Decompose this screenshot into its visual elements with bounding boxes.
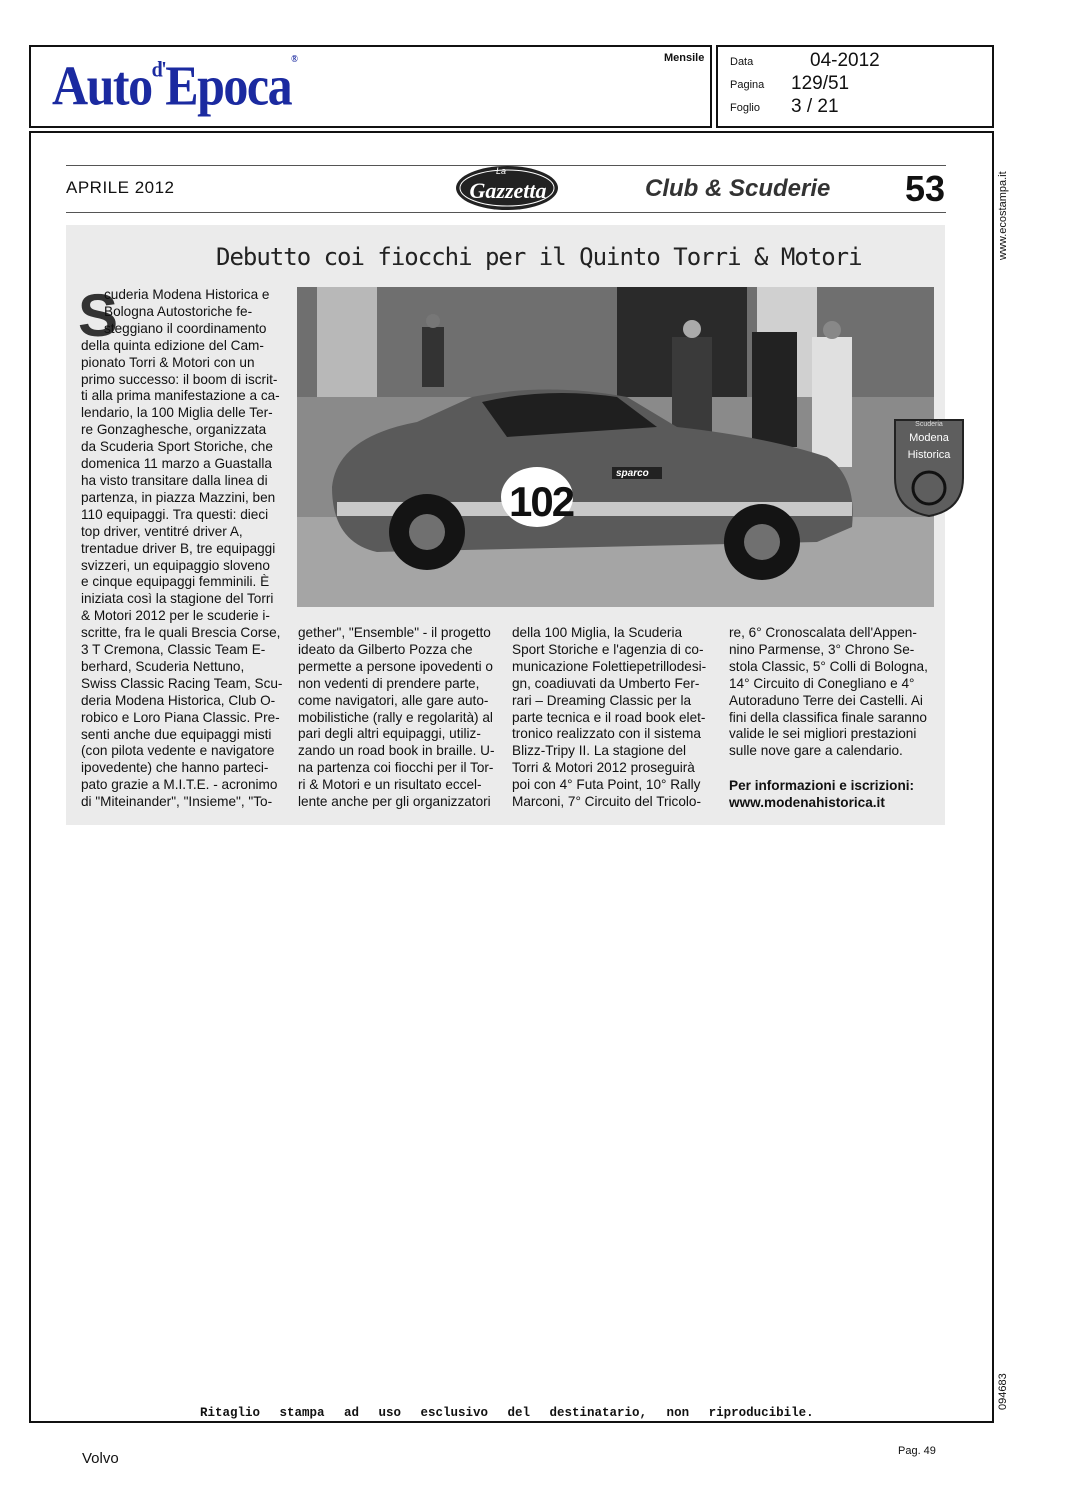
article-line: cuderia Modena Historica e	[104, 287, 270, 302]
article-line: permette a persone ipovedenti o	[298, 658, 493, 674]
article-column-2	[298, 625, 503, 811]
clipping-code: 094683	[997, 1373, 1009, 1410]
article-line: gn, coadiuvati da Umberto Fer-	[512, 675, 700, 691]
page-number: 53	[905, 168, 946, 209]
article-line: ti alla prima manifestazione a ca-	[81, 388, 280, 404]
article-column-4	[729, 625, 934, 812]
article-photo	[297, 287, 934, 607]
article-line: robico e Loro Piana Classic. Pre-	[81, 709, 280, 725]
article-line: primo successo: il boom di iscrit-	[81, 371, 278, 387]
sponsor-sticker: sparco	[616, 468, 649, 479]
article-line: gether", "Ensemble" - il progetto	[298, 625, 491, 640]
info-url: www.modenahistorica.it	[729, 795, 885, 811]
client-name: Volvo	[82, 1450, 119, 1467]
article-line: pionato Torri & Motori con un	[81, 354, 255, 370]
article-line: della 100 Miglia, la Scuderia	[512, 625, 683, 640]
article-line: svizzeri, un equipaggio sloveno	[81, 557, 270, 573]
article-line: trentadue driver B, tre equipaggi	[81, 540, 276, 556]
logo-rest: Epoca	[165, 54, 292, 117]
article-line: top driver, ventitré driver A,	[81, 523, 243, 539]
article-line: poi con 4° Futa Point, 10° Rally	[512, 777, 701, 793]
article-line: ri & Motori e un risultato eccel-	[298, 777, 482, 793]
article-line: e cinque equipaggi femminili. È	[81, 574, 270, 590]
article-line: municazione Folettiepetrillodesi-	[512, 658, 707, 674]
article-line: stola Classic, 5° Colli di Bologna,	[729, 658, 928, 674]
logo-reg: ®	[291, 53, 297, 65]
article-line: zando un road book in braille. U-	[298, 743, 495, 759]
article-line: iniziata così la stagione del Torri	[81, 591, 274, 607]
article-line: nino Parmense, 3° Chrono Se-	[729, 641, 915, 657]
meta-value-sheet: 3 / 21	[791, 96, 839, 117]
publication-logo	[52, 53, 296, 118]
article-line: non vedenti di prendere parte,	[298, 675, 480, 691]
article-line: 110 equipaggi. Tra questi: dieci	[81, 506, 269, 522]
article-column-1	[81, 287, 286, 811]
article-line: lente anche per gli organizzatori	[298, 794, 491, 810]
article-line: (con pilota vedente e navigatore	[81, 743, 275, 759]
meta-label-sheet: Foglio	[730, 102, 760, 114]
article-line: 3 T Cremona, Classic Team E-	[81, 642, 266, 658]
article-line: deria Modena Historica, Club O-	[81, 692, 276, 708]
article-line: da Scuderia Sport Storiche, che	[81, 439, 273, 455]
article-line: Bologna Autostoriche fe-	[104, 303, 253, 319]
headline: Debutto coi fiocchi per il Quinto Torri & Motori	[216, 243, 862, 271]
ecostampa-url: www.ecostampa.it	[997, 171, 1009, 260]
article-line: Sport Storiche e l'agenzia di co-	[512, 641, 704, 657]
article-line: re, 6° Cronoscalata dell'Appen-	[729, 625, 917, 640]
article-line: partenza, in piazza Mazzini, ben	[81, 489, 276, 505]
article-line: berhard, Scuderia Nettuno,	[81, 658, 245, 674]
article-line: come navigatori, alle gare auto-	[298, 692, 489, 708]
article-line: rari – Dreaming Classic per la	[512, 692, 692, 708]
article-line: tronico realizzato con il sistema	[512, 726, 701, 742]
meta-value-page: 129/51	[791, 73, 850, 94]
disclaimer: Ritaglio stampa ad uso esclusivo del destinatario, non riproducibile.	[200, 1406, 814, 1420]
article-line: Autoraduno Terre dei Castelli. Ai	[729, 692, 923, 708]
frequency: Mensile	[664, 52, 705, 64]
article-line: mobilistiche (rally e regolarità) al	[298, 709, 493, 725]
meta-label-date: Data	[730, 56, 754, 68]
clipping-date: APRILE 2012	[66, 178, 175, 197]
article-line: domenica 11 marzo a Guastalla	[81, 456, 272, 472]
article-line: re Gonzaghesche, organizzata	[81, 422, 267, 438]
article-line: 14° Circuito di Conegliano e 4°	[729, 675, 915, 691]
article-line: ha visto transitare dalla linea di	[81, 472, 268, 488]
section-title: Club & Scuderie	[645, 175, 831, 202]
article-line: valide le sei migliori prestazioni	[729, 726, 917, 742]
gazzetta-title: Gazzetta	[469, 178, 547, 203]
article-line: della quinta edizione del Cam-	[81, 337, 264, 353]
gazzetta-small: La	[496, 166, 507, 176]
meta-value-date: 04-2012	[810, 50, 880, 71]
drop-cap: S	[78, 282, 119, 349]
article-line: scritte, fra le quali Brescia Corse,	[81, 625, 281, 641]
car-number: 102	[509, 478, 574, 525]
article-line: & Motori 2012 per le scuderie i-	[81, 608, 270, 624]
article-line: fini della classifica finale saranno	[729, 709, 927, 725]
info-label: Per informazioni e iscrizioni:	[729, 778, 915, 794]
logo-sup: d'	[151, 57, 166, 83]
article-line: Torri & Motori 2012 proseguirà	[512, 760, 695, 776]
article-line: di "Miteinander", "Insieme", "To-	[81, 794, 273, 810]
article-line: Marconi, 7° Circuito del Tricolo-	[512, 794, 702, 810]
badge-line1: Modena	[909, 432, 949, 444]
meta-label-page: Pagina	[730, 79, 765, 91]
article-line: Blizz-Tripy II. La stagione del	[512, 743, 687, 759]
column-4-body	[729, 625, 934, 760]
article-line: steggiano il coordinamento	[104, 320, 267, 336]
badge-line2: Historica	[907, 449, 951, 461]
article-line: pari degli altri equipaggi, utiliz-	[298, 726, 481, 742]
article-line: Swiss Classic Racing Team, Scu-	[81, 675, 283, 691]
footer-page: Pag. 49	[898, 1445, 936, 1457]
badge-small: Scuderia	[915, 421, 943, 428]
article-column-3	[512, 625, 717, 811]
article-line: pato grazie a M.I.T.E. - acronimo	[81, 777, 278, 793]
article-line: ipovedente) che hanno parteci-	[81, 760, 269, 776]
article-line: senti anche due equipaggi misti	[81, 726, 272, 742]
article-line: parte tecnica e il road book elet-	[512, 709, 706, 725]
article-line: na partenza coi fiocchi per il Tor-	[298, 760, 494, 776]
article-line: sulle nove gare a calendario.	[729, 743, 903, 759]
logo-main: Auto	[52, 54, 152, 117]
article-line: ideato da Gilberto Pozza che	[298, 641, 473, 657]
article-line: lendario, la 100 Miglia delle Ter-	[81, 405, 273, 421]
